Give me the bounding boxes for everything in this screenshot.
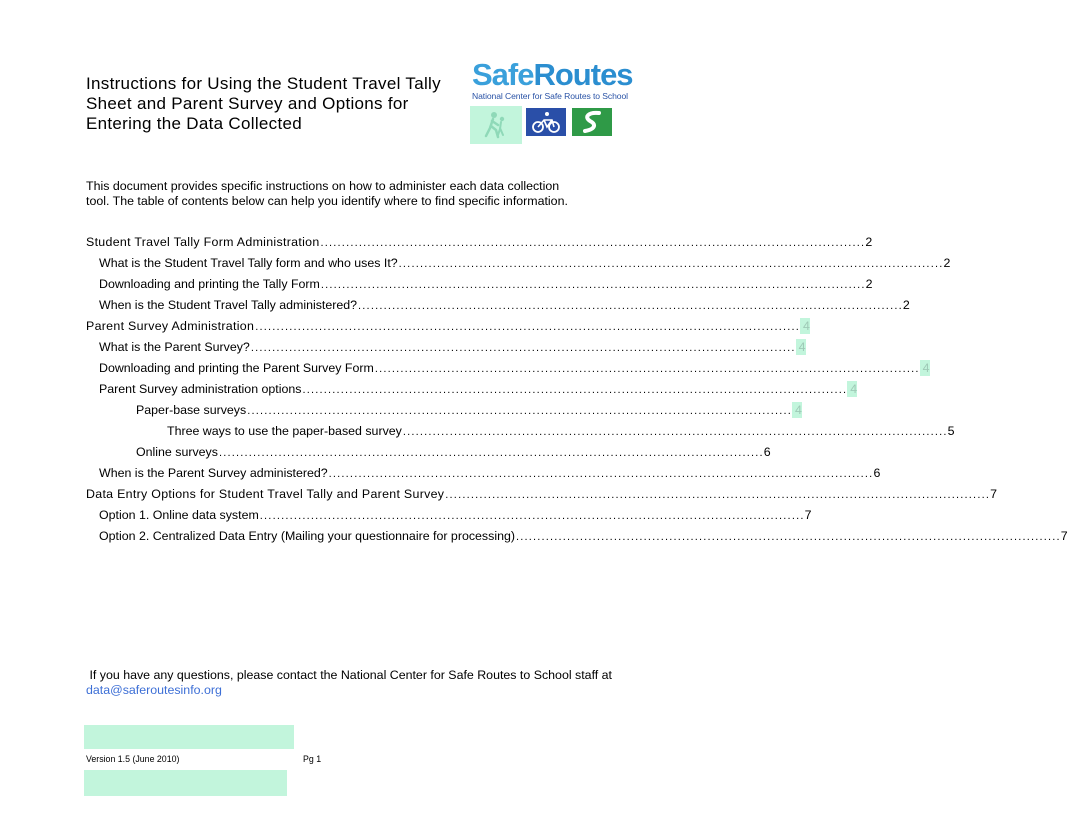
toc-leader-dots: ................................................................................................................................ [374, 363, 920, 375]
toc-entry[interactable] [99, 360, 930, 376]
contact-email-link[interactable]: data@saferoutesinfo.org [86, 683, 222, 697]
toc-entry[interactable] [99, 339, 806, 355]
toc-entry[interactable] [99, 507, 812, 523]
footer-highlight-band-bottom [84, 770, 287, 796]
intro-paragraph [86, 179, 586, 209]
toc-page-number: 2 [865, 235, 873, 249]
toc-page-number: 4 [800, 318, 810, 334]
toc-entry-label: When is the Student Travel Tally administered? [99, 298, 358, 312]
toc-entry-label: Student Travel Tally Form Administration [86, 235, 320, 249]
toc-leader-dots: ................................................................................................................................ [255, 321, 800, 333]
toc-entry[interactable] [86, 318, 810, 334]
toc-leader-dots: ................................................................................................................................ [445, 489, 991, 501]
toc-entry-label: Downloading and printing the Tally Form [99, 277, 320, 291]
route-s-icon [572, 108, 612, 136]
toc-entry-label: Three ways to use the paper-based survey [167, 424, 402, 438]
toc-entry-label: When is the Parent Survey administered? [99, 466, 328, 480]
toc-leader-dots: ................................................................................................................................ [402, 426, 948, 438]
toc-leader-dots: ................................................................................................................................ [320, 237, 866, 249]
title-line: Sheet and Parent Survey and Options for [86, 94, 409, 113]
toc-page-number: 2 [902, 298, 910, 312]
toc-entry[interactable] [136, 402, 802, 418]
toc-entry-label: Downloading and printing the Parent Survey Form [99, 361, 374, 375]
toc-entry-label: Online surveys [136, 445, 218, 459]
toc-entry[interactable] [99, 255, 951, 271]
toc-entry-label: Parent Survey Administration [86, 319, 255, 333]
toc-entry-label: Option 2. Centralized Data Entry (Mailing your questionnaire for processing) [99, 529, 515, 543]
logo-tagline: National Center for Safe Routes to School [472, 91, 628, 101]
toc-entry[interactable] [99, 465, 881, 481]
title-line: Instructions for Using the Student Travel Tally [86, 74, 441, 93]
toc-page-number: 6 [763, 445, 771, 459]
walking-icon [470, 106, 522, 144]
toc-page-number: 7 [804, 508, 812, 522]
intro-line: tool. The table of contents below can help you identify where to find specific information. [86, 194, 568, 208]
intro-line: This document provides specific instructions on how to administer each data collection [86, 179, 560, 193]
document-title [86, 74, 466, 134]
logo-wordmark [472, 58, 633, 92]
contact-text: If you have any questions, please contact the National Center for Safe Routes to School staff at [86, 668, 613, 682]
footer-version: Version 1.5 (June 2010) [86, 754, 180, 764]
toc-entry[interactable] [136, 444, 771, 460]
toc-page-number: 7 [990, 487, 997, 501]
toc-leader-dots: ................................................................................................................................ [358, 300, 903, 312]
toc-leader-dots: ................................................................................................................................ [218, 447, 764, 459]
toc-page-number: 4 [796, 339, 806, 355]
toc-entry-label: Data Entry Options for Student Travel Tally and Parent Survey [86, 487, 445, 501]
toc-page-number: 2 [865, 277, 873, 291]
safe-routes-logo [468, 57, 633, 146]
toc-entry-label: Option 1. Online data system [99, 508, 259, 522]
toc-entry[interactable] [86, 486, 997, 502]
toc-page-number: 5 [947, 424, 955, 438]
toc-leader-dots: ................................................................................................................................ [247, 405, 792, 417]
logo-word-safe: Safe [472, 57, 534, 92]
toc-entry-label: What is the Parent Survey? [99, 340, 250, 354]
toc-entry[interactable] [86, 234, 873, 250]
toc-leader-dots: ................................................................................................................................ [302, 384, 848, 396]
toc-leader-dots: ................................................................................................................................ [398, 258, 944, 270]
toc-leader-dots: ................................................................................................................................ [320, 279, 866, 291]
toc-entry[interactable] [99, 528, 1068, 544]
toc-entry-label: Paper-base surveys [136, 403, 247, 417]
toc-page-number: 7 [1060, 529, 1068, 543]
toc-entry-label: What is the Student Travel Tally form and who uses It? [99, 256, 398, 270]
toc-page-number: 6 [873, 466, 881, 480]
logo-word-routes: Routes [533, 57, 633, 92]
footer-highlight-band-top [84, 725, 294, 749]
toc-page-number: 4 [847, 381, 857, 397]
toc-page-number: 2 [943, 256, 951, 270]
toc-leader-dots: ................................................................................................................................ [250, 342, 796, 354]
toc-entry[interactable] [99, 297, 910, 313]
toc-entry[interactable] [167, 423, 955, 439]
toc-page-number: 4 [920, 360, 930, 376]
toc-entry[interactable] [99, 381, 858, 397]
title-line: Entering the Data Collected [86, 114, 303, 133]
toc-leader-dots: ................................................................................................................................ [515, 531, 1061, 543]
footer-page-number: Pg 1 [303, 754, 322, 764]
toc-page-number: 4 [792, 402, 802, 418]
contact-paragraph [86, 668, 613, 698]
toc-leader-dots: ................................................................................................................................ [259, 510, 805, 522]
toc-leader-dots: ................................................................................................................................ [328, 468, 874, 480]
bicycle-icon [526, 108, 566, 136]
toc-entry-label: Parent Survey administration options [99, 382, 302, 396]
toc-entry[interactable] [99, 276, 873, 292]
